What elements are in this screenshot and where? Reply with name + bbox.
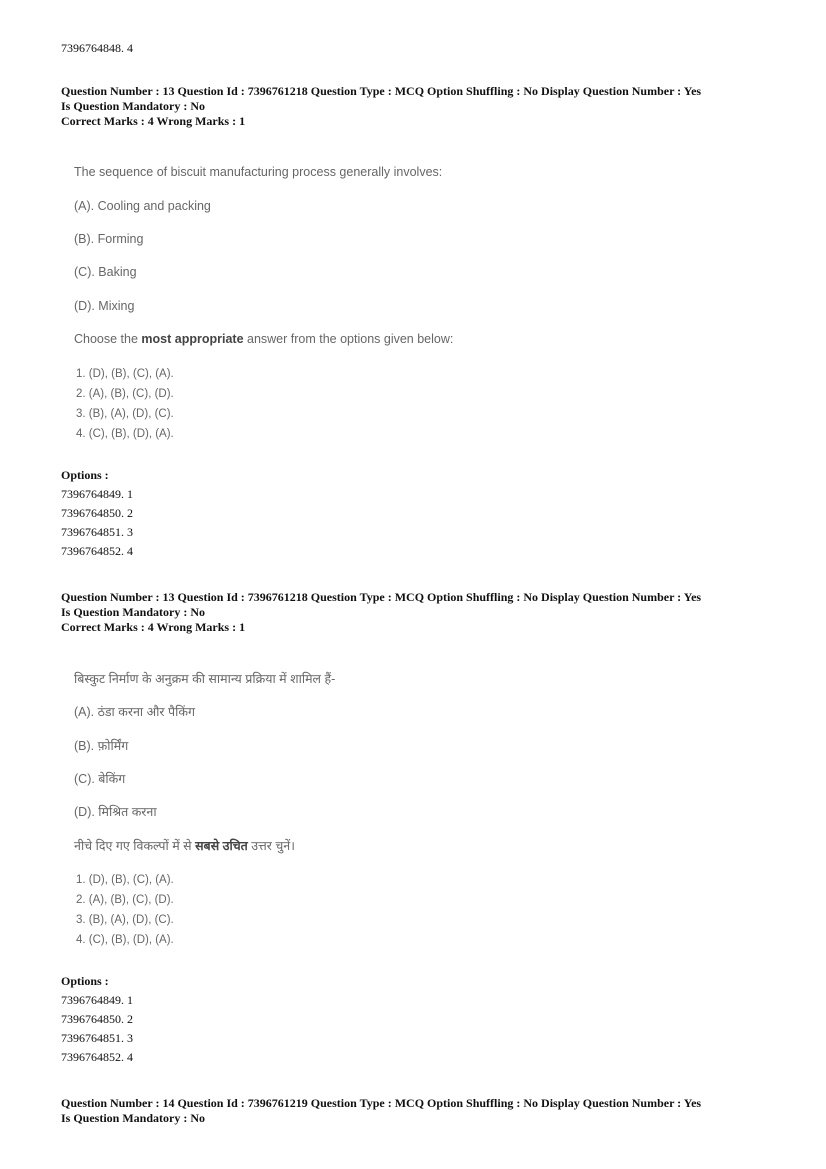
- instruction-line: [74, 332, 453, 346]
- question-meta: Question Number : 14 Question Id : 7396761219 Question Type : MCQ Option Shuffling : No Display Question Number : Yes: [61, 1096, 702, 1110]
- sequence-item: (C). Baking: [74, 265, 137, 279]
- marks-line: Correct Marks : 4 Wrong Marks : 1: [61, 114, 246, 128]
- sequence-item: (D). Mixing: [74, 299, 135, 313]
- sequence-item: (D). मिश्रित करना: [74, 805, 157, 819]
- mandatory-line: Is Question Mandatory : No: [61, 99, 206, 113]
- question-header: [61, 84, 775, 129]
- options-label: Options :: [61, 974, 109, 988]
- sequence-item: (A). ठंडा करना और पैकिंग: [74, 705, 195, 719]
- sequence-item: (C). बेकिंग: [74, 772, 126, 786]
- instruction-pre: Choose the: [74, 332, 142, 346]
- choice-line: 4. (C), (B), (D), (A).: [76, 428, 174, 440]
- numbered-choices: [76, 364, 174, 444]
- instruction-post: उत्तर चुनें।: [247, 839, 295, 853]
- question-stem: The sequence of biscuit manufacturing process generally involves:: [74, 165, 443, 179]
- question-meta: Question Number : 13 Question Id : 7396761218 Question Type : MCQ Option Shuffling : No Display Question Number : Yes: [61, 84, 702, 98]
- instruction-bold: most appropriate: [141, 332, 244, 346]
- option-item: 7396764849. 1: [61, 993, 133, 1007]
- mandatory-line: Is Question Mandatory : No: [61, 1111, 206, 1125]
- previous-option-line: 7396764848. 4: [61, 41, 133, 55]
- question-header: [61, 590, 775, 635]
- numbered-choices: [76, 870, 174, 950]
- instruction-bold: सबसे उचित: [195, 839, 248, 853]
- options-list: [61, 466, 133, 561]
- option-item: 7396764850. 2: [61, 1012, 133, 1026]
- instruction-pre: नीचे दिए गए विकल्पों में से: [74, 839, 196, 853]
- choice-line: 2. (A), (B), (C), (D).: [76, 388, 174, 400]
- choice-line: 4. (C), (B), (D), (A).: [76, 934, 174, 946]
- choice-line: 3. (B), (A), (D), (C).: [76, 408, 174, 420]
- marks-line: Correct Marks : 4 Wrong Marks : 1: [61, 620, 246, 634]
- option-item: 7396764852. 4: [61, 1050, 133, 1064]
- options-list: [61, 972, 133, 1067]
- choice-line: 1. (D), (B), (C), (A).: [76, 874, 174, 886]
- choice-line: 1. (D), (B), (C), (A).: [76, 368, 174, 380]
- instruction-line: [74, 837, 295, 854]
- option-item: 7396764852. 4: [61, 544, 133, 558]
- options-label: Options :: [61, 468, 109, 482]
- sequence-item: (A). Cooling and packing: [74, 199, 211, 213]
- choice-line: 3. (B), (A), (D), (C).: [76, 914, 174, 926]
- option-item: 7396764850. 2: [61, 506, 133, 520]
- question-stem: बिस्कुट निर्माण के अनुक्रम की सामान्य प्रक्रिया में शामिल हैं-: [74, 672, 336, 686]
- choice-line: 2. (A), (B), (C), (D).: [76, 894, 174, 906]
- option-item: 7396764851. 3: [61, 1031, 133, 1045]
- option-item: 7396764851. 3: [61, 525, 133, 539]
- option-item: 7396764849. 1: [61, 487, 133, 501]
- sequence-item: (B). फ़ोर्मिंग: [74, 739, 129, 753]
- question-meta: Question Number : 13 Question Id : 7396761218 Question Type : MCQ Option Shuffling : No Display Question Number : Yes: [61, 590, 702, 604]
- instruction-post: answer from the options given below:: [243, 332, 454, 346]
- question-header: [61, 1096, 775, 1126]
- mandatory-line: Is Question Mandatory : No: [61, 605, 206, 619]
- sequence-item: (B). Forming: [74, 232, 144, 246]
